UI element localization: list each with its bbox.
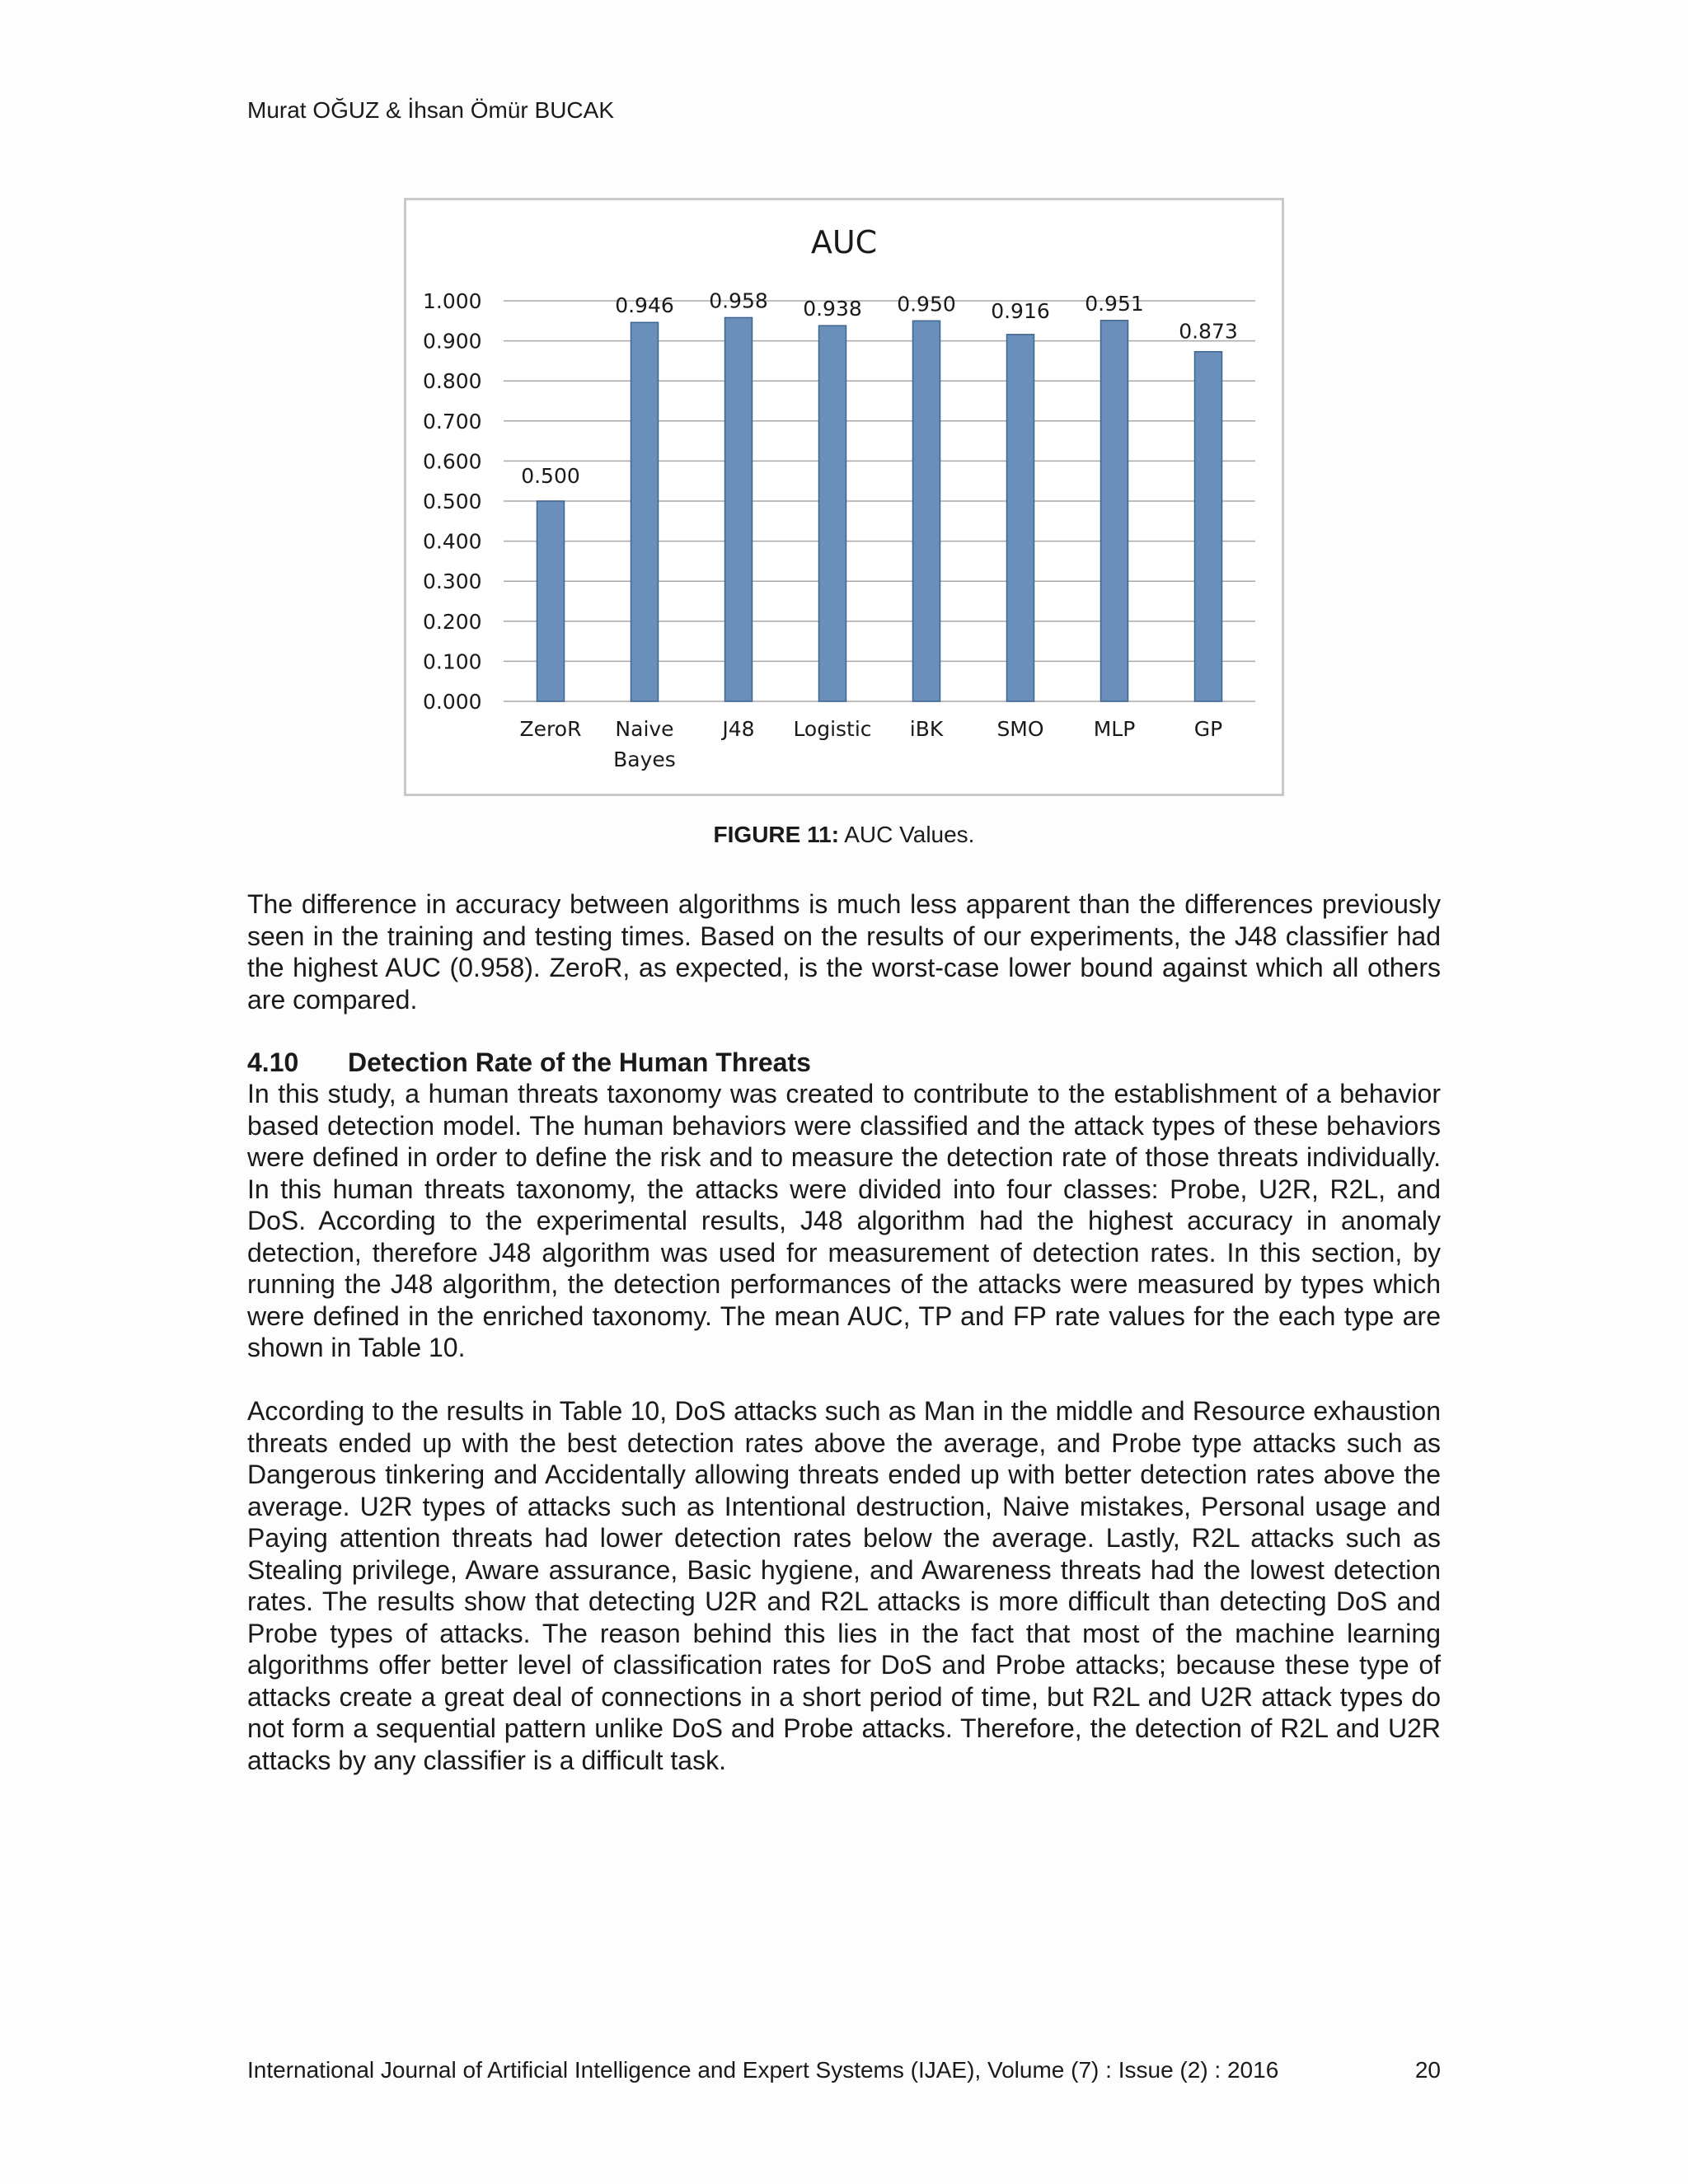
y-tick-label: 0.600 [423,449,482,474]
x-tick-label: ZeroR [519,717,582,741]
data-label: 0.950 [897,292,956,316]
running-header: Murat OĞUZ & İhsan Ömür BUCAK [247,97,614,123]
data-label: 0.500 [521,464,580,488]
auc-chart-figure [404,198,1284,796]
x-tick-label: Bayes [613,748,676,771]
paragraph-taxonomy: In this study, a human threats taxonomy was created to contribute to the establishment of a behavior based detection model. The human behaviors were classified and the attack types of these behaviors were defined in order to define the risk and to measure the detection rate of those threats individually. In this human threats taxonomy, the attacks were divided into four classes: Probe, U2R, R2L, and DoS. According to the experimental results, J48 algorithm had the highest accuracy in anomaly detection, therefore J48 algorithm was used for measurement of detection rates. In this section, by running the J48 algorithm, the detection performances of the attacks were measured by types which were defined in the enriched taxonomy. The mean AUC, TP and FP rate values for the each type are shown in Table 10. [247,1079,1441,1362]
y-tick-label: 0.200 [423,609,482,634]
bar [1007,335,1034,701]
bar [1195,352,1222,701]
data-label: 0.958 [709,288,768,313]
y-tick-label: 0.000 [423,690,482,714]
x-tick-label: GP [1193,717,1223,741]
y-tick-label: 1.000 [423,289,482,313]
bar [537,501,565,701]
paragraph-results: According to the results in Table 10, DoS attacks such as Man in the middle and Resource exhaustion threats ended up with the best detection rates above the average, and Probe type attacks such as Dangerous tinkering and Accidentally allowing threats ended up with better detection rates above the average. U2R types of attacks such as Intentional destruction, Naive mistakes, Personal usage and Paying attention threats had lower detection rates below the average. Lastly, R2L attacks such as Stealing privilege, Aware assurance, Basic hygiene, and Awareness threats had the lowest detection rates. The results show that detecting U2R and R2L attacks is more difficult than detecting DoS and Probe types of attacks. The reason behind this lies in the fact that most of the machine learning algorithms offer better level of classification rates for DoS and Probe attacks; because these type of attacks create a great deal of connections in a short period of time, but R2L and U2R attack types do not form a sequential pattern unlike DoS and Probe attacks. Therefore, the detection of R2L and U2R attacks by any classifier is a difficult task. [247,1396,1441,1775]
footer-journal: International Journal of Artificial Intelligence and Expert Systems (IJAE), Volume (7) : Issue (2) : 2016 [247,2057,1279,2083]
y-tick-label: 0.700 [423,409,482,434]
bar [725,317,753,701]
data-label: 0.938 [803,297,862,321]
figure-caption-text: AUC Values. [839,822,975,847]
x-tick-label: Logistic [793,717,872,741]
section-number: 4.10 [247,1047,299,1077]
section-title: Detection Rate of the Human Threats [348,1047,811,1077]
y-tick-label: 0.300 [423,569,482,594]
paragraph-auc-discussion: The difference in accuracy between algorithms is much less apparent than the differences previously seen in the training and testing times. Based on the results of our experiments, the J48 classifier had the highest AUC (0.958). ZeroR, as expected, is the worst-case lower bound against which all others are compared. [247,889,1441,1015]
y-tick-label: 0.800 [423,369,482,394]
figure-caption-label: FIGURE 11: [713,822,840,847]
data-label: 0.916 [991,298,1050,323]
chart-title: AUC [810,224,878,260]
bar [819,326,846,701]
x-tick-label: Naive [615,717,674,741]
x-tick-label: iBK [909,717,944,741]
y-tick-label: 0.100 [423,649,482,674]
figure-caption [404,822,1284,848]
bar [913,321,940,701]
section-heading [247,1047,1441,1079]
x-tick-label: J48 [722,717,755,741]
bar [631,322,659,701]
auc-bar-chart [406,200,1282,794]
data-label: 0.951 [1085,291,1144,316]
page-number: 20 [1414,2057,1441,2083]
y-tick-label: 0.900 [423,329,482,354]
data-label: 0.946 [615,293,674,318]
y-tick-label: 0.400 [423,529,482,554]
data-label: 0.873 [1179,319,1238,344]
bar [1101,321,1128,701]
page-footer [247,2057,1441,2083]
x-tick-label: MLP [1093,717,1136,741]
x-tick-label: SMO [996,717,1044,741]
y-tick-label: 0.500 [423,490,482,513]
